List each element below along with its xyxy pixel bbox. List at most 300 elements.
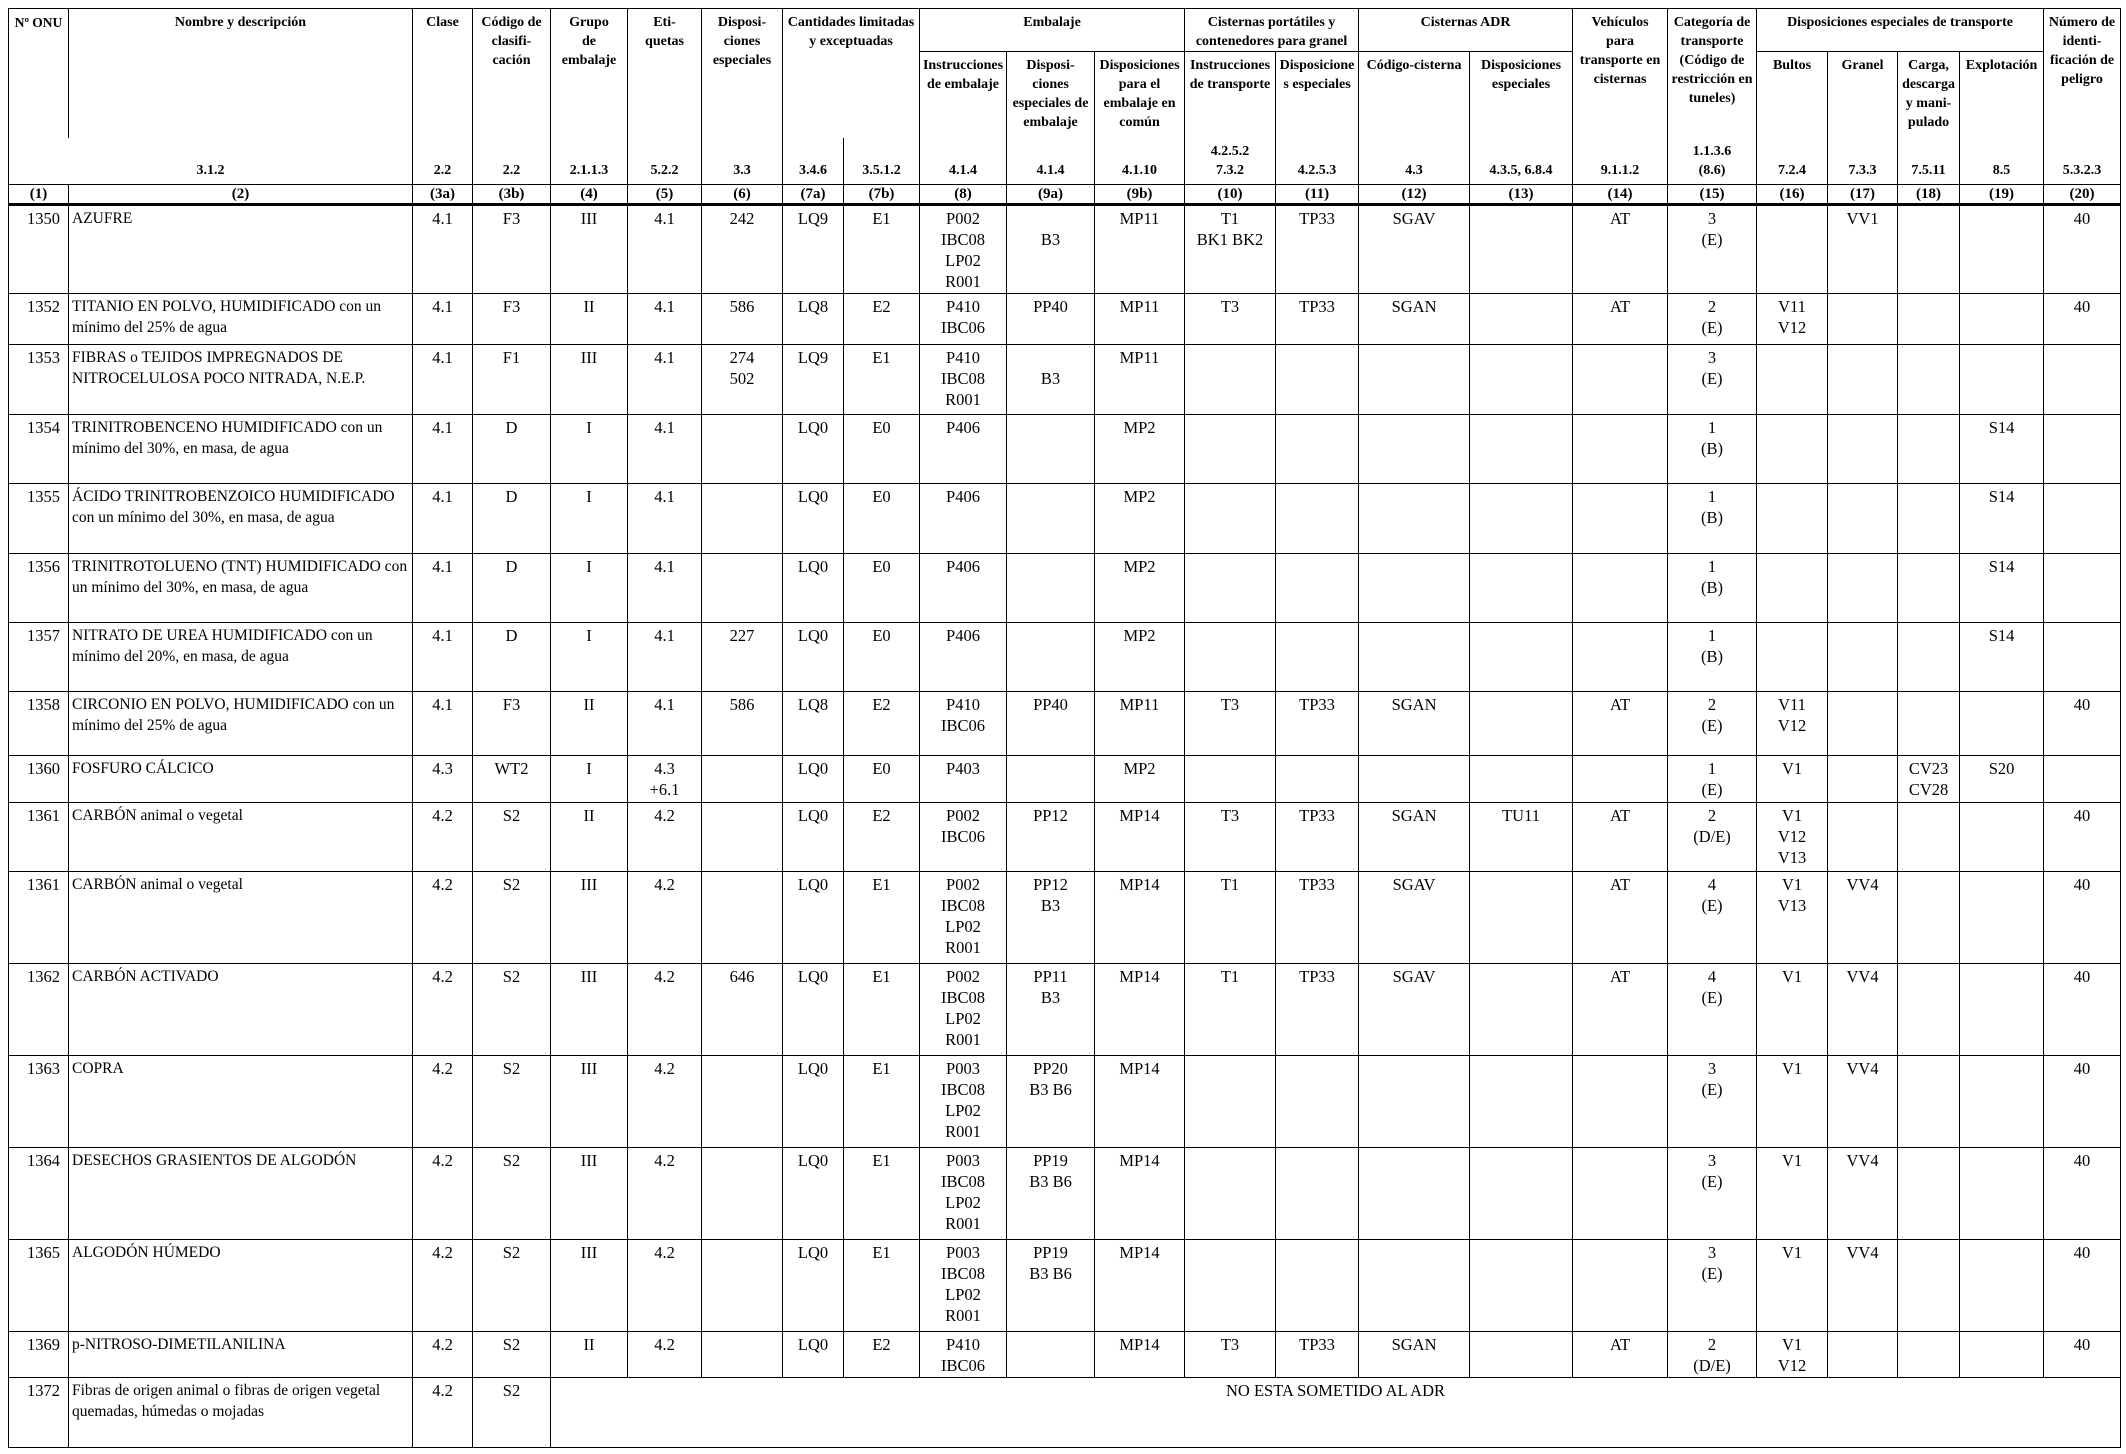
column-number: (8) — [920, 184, 1007, 204]
cell: PP19 B3 B6 — [1007, 1147, 1095, 1239]
cell — [1898, 1147, 1960, 1239]
cell: MP11 — [1095, 345, 1185, 414]
cell — [1276, 553, 1359, 622]
cell: P003 IBC08 LP02 R001 — [920, 1239, 1007, 1331]
cell: LQ0 — [783, 1239, 844, 1331]
cell: 40 — [2044, 872, 2121, 964]
un-number: 1355 — [9, 484, 69, 553]
cell: P406 — [920, 553, 1007, 622]
cell: TP33 — [1276, 802, 1359, 871]
ref-cell: 4.2.5.2 7.3.2 — [1185, 138, 1276, 185]
cell — [1573, 484, 1668, 553]
ref-cell: 4.1.4 — [920, 138, 1007, 185]
cell: TP33 — [1276, 204, 1359, 294]
un-number: 1372 — [9, 1378, 69, 1448]
header-col14: Vehículos para transporte en cisternas — [1573, 9, 1668, 138]
ref-cell: 9.1.1.2 — [1573, 138, 1668, 185]
cell — [1898, 484, 1960, 553]
cell: E1 — [844, 1055, 920, 1147]
cell: 4.1 — [628, 553, 702, 622]
cell: SGAV — [1359, 872, 1470, 964]
cell: P003 IBC08 LP02 R001 — [920, 1055, 1007, 1147]
ref-cell: 5.2.2 — [628, 138, 702, 185]
cell: AT — [1573, 802, 1668, 871]
cell — [1573, 1147, 1668, 1239]
table-row — [9, 692, 2121, 755]
table-row — [9, 1055, 2121, 1147]
header-col15: Categoría de transporte (Código de restricción en tuneles) — [1668, 9, 1757, 138]
cell: LQ0 — [783, 872, 844, 964]
cell: 227 — [702, 623, 783, 692]
cell — [1185, 755, 1276, 802]
cell: 274 502 — [702, 345, 783, 414]
cell: 4.3 +6.1 — [628, 755, 702, 802]
cell: LQ0 — [783, 1331, 844, 1378]
cell: 4.2 — [413, 872, 473, 964]
cell: SGAN — [1359, 294, 1470, 345]
cell — [1185, 345, 1276, 414]
cell: MP2 — [1095, 414, 1185, 483]
cell: 4.1 — [413, 204, 473, 294]
cell: E0 — [844, 414, 920, 483]
column-number: (7b) — [844, 184, 920, 204]
cell: 4.2 — [628, 802, 702, 871]
cell: D — [473, 414, 551, 483]
header-col12: Código-cisterna — [1359, 52, 1470, 138]
cell — [1185, 623, 1276, 692]
not-subject-note: NO ESTA SOMETIDO AL ADR — [551, 1378, 2121, 1448]
cell — [1359, 623, 1470, 692]
cell — [1470, 872, 1573, 964]
column-number: (1) — [9, 184, 69, 204]
cell: 40 — [2044, 964, 2121, 1056]
table-row — [9, 802, 2121, 871]
cell — [1960, 802, 2044, 871]
header-col3a: Clase — [413, 9, 473, 138]
un-number: 1352 — [9, 294, 69, 345]
header-col1: Nº ONU — [9, 9, 69, 138]
un-number: 1369 — [9, 1331, 69, 1378]
cell — [1898, 802, 1960, 871]
cell — [1828, 623, 1898, 692]
cell — [1898, 1239, 1960, 1331]
cell: VV4 — [1828, 1055, 1898, 1147]
cell: 646 — [702, 964, 783, 1056]
cell: 1 (B) — [1668, 484, 1757, 553]
cell: V1 — [1757, 755, 1828, 802]
cell — [702, 1147, 783, 1239]
cell — [1007, 623, 1095, 692]
cell — [702, 755, 783, 802]
cell: F3 — [473, 204, 551, 294]
cell — [1276, 484, 1359, 553]
cell: LQ8 — [783, 692, 844, 755]
substance-name: p-NITROSO-DIMETILANILINA — [69, 1331, 413, 1378]
header-col10: Instrucciones de transporte — [1185, 52, 1276, 138]
table-row — [9, 294, 2121, 345]
cell — [1828, 345, 1898, 414]
cell: 4.1 — [413, 294, 473, 345]
cell: VV4 — [1828, 1239, 1898, 1331]
cell — [1828, 755, 1898, 802]
ref-cell: 4.3.5, 6.8.4 — [1470, 138, 1573, 185]
cell: MP14 — [1095, 1055, 1185, 1147]
cell — [1185, 484, 1276, 553]
cell: 40 — [2044, 1147, 2121, 1239]
header-group-disposiciones-transporte: Disposiciones especiales de transporte — [1757, 9, 2044, 52]
cell: S14 — [1960, 484, 2044, 553]
cell: P410 IBC08 R001 — [920, 345, 1007, 414]
ref-cell: 7.5.11 — [1898, 138, 1960, 185]
ref-cell: 3.5.1.2 — [844, 138, 920, 185]
cell: TP33 — [1276, 692, 1359, 755]
cell: E1 — [844, 204, 920, 294]
substance-name: ALGODÓN HÚMEDO — [69, 1239, 413, 1331]
header-col5: Eti- quetas — [628, 9, 702, 138]
cell — [1007, 484, 1095, 553]
cell: F3 — [473, 294, 551, 345]
cell — [702, 414, 783, 483]
regulation-reference-row — [9, 138, 2121, 185]
column-number: (5) — [628, 184, 702, 204]
cell: 4.2 — [413, 1055, 473, 1147]
substance-name: CIRCONIO EN POLVO, HUMIDIFICADO con un mínimo del 25% de agua — [69, 692, 413, 755]
cell: III — [551, 345, 628, 414]
cell: I — [551, 414, 628, 483]
cell — [1757, 204, 1828, 294]
cell: E1 — [844, 1239, 920, 1331]
cell: TP33 — [1276, 294, 1359, 345]
cell: MP11 — [1095, 204, 1185, 294]
cell: 4.2 — [628, 964, 702, 1056]
cell — [1470, 1331, 1573, 1378]
substance-name: FIBRAS o TEJIDOS IMPREGNADOS DE NITROCELULOSA POCO NITRADA, N.E.P. — [69, 345, 413, 414]
cell: 2 (E) — [1668, 692, 1757, 755]
cell: E0 — [844, 484, 920, 553]
cell — [1470, 964, 1573, 1056]
cell: II — [551, 294, 628, 345]
cell: P003 IBC08 LP02 R001 — [920, 1147, 1007, 1239]
cell: PP40 — [1007, 294, 1095, 345]
cell: VV4 — [1828, 964, 1898, 1056]
cell — [2044, 414, 2121, 483]
table-row — [9, 1239, 2121, 1331]
cell: MP2 — [1095, 755, 1185, 802]
ref-cell: 8.5 — [1960, 138, 2044, 185]
column-number: (3b) — [473, 184, 551, 204]
cell: P002 IBC08 LP02 R001 — [920, 872, 1007, 964]
cell — [1828, 484, 1898, 553]
cell: V1 — [1757, 1055, 1828, 1147]
cell: S20 — [1960, 755, 2044, 802]
column-number: (3a) — [413, 184, 473, 204]
un-number: 1358 — [9, 692, 69, 755]
un-number: 1354 — [9, 414, 69, 483]
column-number: (12) — [1359, 184, 1470, 204]
cell: 40 — [2044, 802, 2121, 871]
column-number: (6) — [702, 184, 783, 204]
cell: SGAN — [1359, 1331, 1470, 1378]
cell: D — [473, 623, 551, 692]
cell — [1185, 1055, 1276, 1147]
cell: AT — [1573, 294, 1668, 345]
cell: T1 — [1185, 964, 1276, 1056]
ref-cell: 2.2 — [413, 138, 473, 185]
cell: PP11 B3 — [1007, 964, 1095, 1056]
cell: F1 — [473, 345, 551, 414]
cell: 4.1 — [413, 345, 473, 414]
cell: MP14 — [1095, 1331, 1185, 1378]
cell: 242 — [702, 204, 783, 294]
cell — [1573, 1239, 1668, 1331]
cell — [1573, 345, 1668, 414]
cell: 4 (E) — [1668, 872, 1757, 964]
cell: P406 — [920, 484, 1007, 553]
cell: 4.1 — [413, 692, 473, 755]
cell — [1359, 1147, 1470, 1239]
un-number: 1356 — [9, 553, 69, 622]
column-number-row — [9, 184, 2121, 204]
ref-cell: 7.3.3 — [1828, 138, 1898, 185]
ref-cell: 4.2.5.3 — [1276, 138, 1359, 185]
header-col13: Disposiciones especiales — [1470, 52, 1573, 138]
cell — [1276, 1147, 1359, 1239]
cell: S14 — [1960, 414, 2044, 483]
cell: B3 — [1007, 345, 1095, 414]
cell: V1 V13 — [1757, 872, 1828, 964]
un-number: 1362 — [9, 964, 69, 1056]
cell: 4.2 — [413, 1378, 473, 1448]
cell: S2 — [473, 1378, 551, 1448]
cell: 4.2 — [413, 1331, 473, 1378]
cell: VV4 — [1828, 1147, 1898, 1239]
cell — [1470, 1147, 1573, 1239]
cell: 4.1 — [628, 204, 702, 294]
cell: TP33 — [1276, 1331, 1359, 1378]
cell: LQ9 — [783, 204, 844, 294]
ref-cell: 7.2.4 — [1757, 138, 1828, 185]
column-number: (7a) — [783, 184, 844, 204]
cell: 4.1 — [628, 414, 702, 483]
cell: 4.1 — [628, 692, 702, 755]
cell: 4.2 — [628, 1055, 702, 1147]
cell — [1898, 204, 1960, 294]
cell — [1470, 623, 1573, 692]
cell: P406 — [920, 414, 1007, 483]
cell — [1573, 1055, 1668, 1147]
cell: LQ8 — [783, 294, 844, 345]
cell: T1 — [1185, 872, 1276, 964]
cell — [1185, 553, 1276, 622]
cell — [1828, 692, 1898, 755]
table-row — [9, 964, 2121, 1056]
cell: E1 — [844, 964, 920, 1056]
column-number: (10) — [1185, 184, 1276, 204]
cell: III — [551, 872, 628, 964]
ref-cell: 4.3 — [1359, 138, 1470, 185]
substance-name: FOSFURO CÁLCICO — [69, 755, 413, 802]
header-col9a: Disposi- ciones especiales de embalaje — [1007, 52, 1095, 138]
cell: 4.2 — [413, 1239, 473, 1331]
cell — [1359, 553, 1470, 622]
cell: LQ0 — [783, 553, 844, 622]
cell: PP20 B3 B6 — [1007, 1055, 1095, 1147]
cell: LQ0 — [783, 414, 844, 483]
cell — [1573, 755, 1668, 802]
cell — [1007, 1331, 1095, 1378]
cell: 4.1 — [628, 294, 702, 345]
cell: PP19 B3 B6 — [1007, 1239, 1095, 1331]
cell — [1359, 345, 1470, 414]
cell — [702, 872, 783, 964]
cell: D — [473, 553, 551, 622]
cell: 3 (E) — [1668, 1239, 1757, 1331]
cell: LQ9 — [783, 345, 844, 414]
cell: I — [551, 553, 628, 622]
un-number: 1365 — [9, 1239, 69, 1331]
cell: SGAV — [1359, 964, 1470, 1056]
cell: 4.1 — [628, 484, 702, 553]
cell — [1359, 755, 1470, 802]
cell: VV1 — [1828, 204, 1898, 294]
cell — [1007, 553, 1095, 622]
header-group-embalaje: Embalaje — [920, 9, 1185, 52]
cell: MP14 — [1095, 1147, 1185, 1239]
substance-name: TRINITROBENCENO HUMIDIFICADO con un mínimo del 30%, en masa, de agua — [69, 414, 413, 483]
table-row — [9, 872, 2121, 964]
cell: S2 — [473, 1239, 551, 1331]
cell: MP2 — [1095, 484, 1185, 553]
cell: PP12 B3 — [1007, 872, 1095, 964]
cell — [1185, 414, 1276, 483]
cell — [1828, 1331, 1898, 1378]
cell: S2 — [473, 802, 551, 871]
column-number: (13) — [1470, 184, 1573, 204]
cell: 4.2 — [628, 872, 702, 964]
cell: P410 IBC06 — [920, 294, 1007, 345]
cell: 40 — [2044, 1239, 2121, 1331]
cell — [1359, 484, 1470, 553]
header-col17: Granel — [1828, 52, 1898, 138]
cell: P410 IBC06 — [920, 1331, 1007, 1378]
cell: AT — [1573, 964, 1668, 1056]
header-group-cantidades: Cantidades limitadas y exceptuadas — [783, 9, 920, 138]
cell — [1470, 1239, 1573, 1331]
cell: III — [551, 1055, 628, 1147]
table-row — [9, 1147, 2121, 1239]
cell: AT — [1573, 204, 1668, 294]
header-col20: Número de identi- ficación de peligro — [2044, 9, 2121, 138]
cell — [1276, 1055, 1359, 1147]
ref-cell: 4.1.10 — [1095, 138, 1185, 185]
cell: D — [473, 484, 551, 553]
cell — [1359, 1055, 1470, 1147]
header-col4: Grupo de embalaje — [551, 9, 628, 138]
substance-name: TRINITROTOLUENO (TNT) HUMIDIFICADO con un mínimo del 30%, en masa, de agua — [69, 553, 413, 622]
column-number: (11) — [1276, 184, 1359, 204]
cell: P406 — [920, 623, 1007, 692]
cell: 3 (E) — [1668, 345, 1757, 414]
cell: E0 — [844, 553, 920, 622]
cell: LQ0 — [783, 1147, 844, 1239]
cell: MP11 — [1095, 692, 1185, 755]
cell: II — [551, 692, 628, 755]
cell: 4.1 — [413, 623, 473, 692]
header-group-cisternas-portatiles: Cisternas portátiles y contenedores para granel — [1185, 9, 1359, 52]
cell: MP14 — [1095, 872, 1185, 964]
cell: S14 — [1960, 553, 2044, 622]
cell — [702, 802, 783, 871]
column-number: (9b) — [1095, 184, 1185, 204]
cell — [1898, 294, 1960, 345]
cell: S2 — [473, 964, 551, 1056]
header-col16: Bultos — [1757, 52, 1828, 138]
cell: I — [551, 623, 628, 692]
table-row — [9, 414, 2121, 483]
cell: LQ0 — [783, 623, 844, 692]
cell: 586 — [702, 692, 783, 755]
cell — [1960, 1239, 2044, 1331]
cell — [1960, 1147, 2044, 1239]
cell — [1757, 345, 1828, 414]
cell — [1470, 692, 1573, 755]
cell: 4.2 — [413, 964, 473, 1056]
substance-name: NITRATO DE UREA HUMIDIFICADO con un mínimo del 20%, en masa, de agua — [69, 623, 413, 692]
cell: 40 — [2044, 1331, 2121, 1378]
header-col11: Disposicione s especiales — [1276, 52, 1359, 138]
cell: 40 — [2044, 692, 2121, 755]
cell: S2 — [473, 1055, 551, 1147]
column-number: (14) — [1573, 184, 1668, 204]
column-number: (19) — [1960, 184, 2044, 204]
cell: S2 — [473, 1147, 551, 1239]
cell — [1960, 1331, 2044, 1378]
header-col8: Instrucciones de embalaje — [920, 52, 1007, 138]
cell — [1828, 414, 1898, 483]
cell: V1 — [1757, 1239, 1828, 1331]
cell: E1 — [844, 345, 920, 414]
cell: V1 — [1757, 964, 1828, 1056]
cell — [702, 1239, 783, 1331]
substance-name: CARBÓN animal o vegetal — [69, 802, 413, 871]
cell — [1470, 204, 1573, 294]
cell: E2 — [844, 1331, 920, 1378]
cell — [1359, 1239, 1470, 1331]
cell: P403 — [920, 755, 1007, 802]
table-header — [9, 9, 2121, 205]
un-number: 1357 — [9, 623, 69, 692]
cell — [1960, 1055, 2044, 1147]
cell: LQ0 — [783, 755, 844, 802]
cell: 4.3 — [413, 755, 473, 802]
substance-name: ÁCIDO TRINITROBENZOICO HUMIDIFICADO con un mínimo del 30%, en masa, de agua — [69, 484, 413, 553]
cell: E2 — [844, 802, 920, 871]
ref-cell: 3.1.2 — [9, 138, 413, 185]
cell: T3 — [1185, 1331, 1276, 1378]
cell: E1 — [844, 872, 920, 964]
cell: 4.1 — [628, 623, 702, 692]
cell — [1898, 692, 1960, 755]
cell — [1757, 623, 1828, 692]
substance-name: CARBÓN ACTIVADO — [69, 964, 413, 1056]
column-number: (15) — [1668, 184, 1757, 204]
cell: PP12 — [1007, 802, 1095, 871]
cell — [1898, 1331, 1960, 1378]
cell: F3 — [473, 692, 551, 755]
cell: TP33 — [1276, 964, 1359, 1056]
cell: AT — [1573, 872, 1668, 964]
cell: SGAV — [1359, 204, 1470, 294]
